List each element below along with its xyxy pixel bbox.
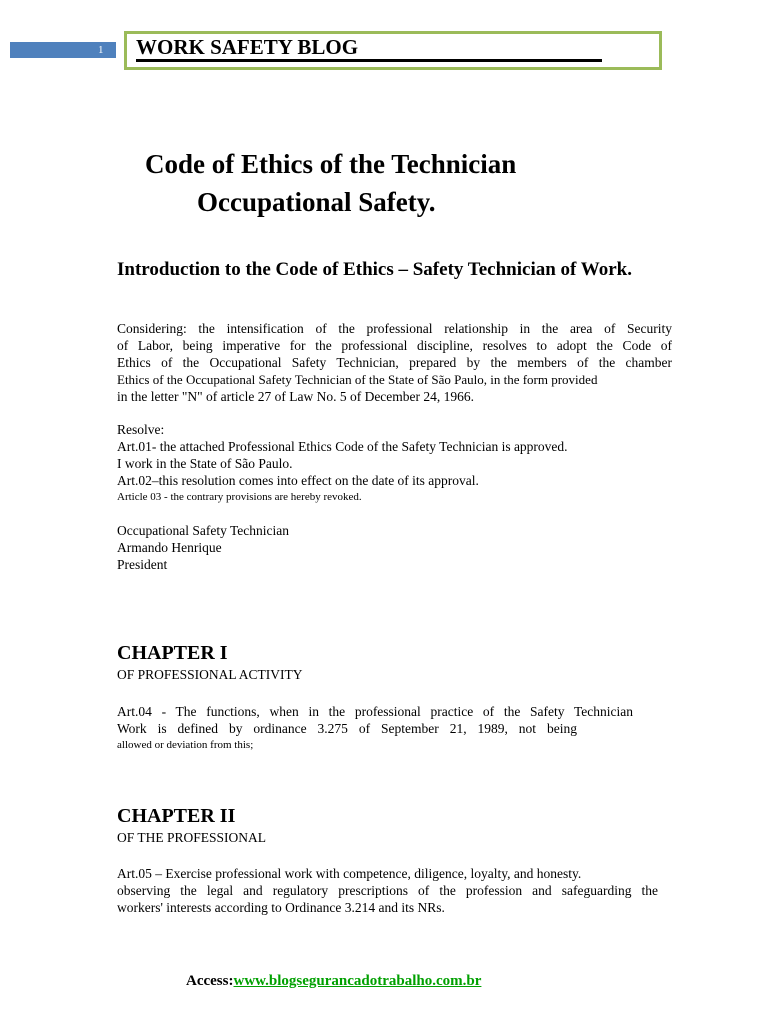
- chapter-1-line: Work is defined by ordinance 3.275 of September 21, 1989, not being: [117, 721, 577, 736]
- signature-line: President: [117, 557, 168, 572]
- chapter-1-subtitle: OF PROFESSIONAL ACTIVITY: [117, 667, 303, 682]
- blog-title-underline: [136, 59, 602, 62]
- intro-paragraph-line: Ethics of the Occupational Safety Technician, prepared by the members of the chamber: [117, 355, 672, 370]
- document-title-line-1: Code of Ethics of the Technician: [145, 149, 517, 179]
- chapter-2-subtitle: OF THE PROFESSIONAL: [117, 830, 267, 845]
- document-title-line-2: Occupational Safety.: [197, 187, 436, 217]
- intro-heading: Introduction to the Code of Ethics – Safety Technician of Work.: [117, 259, 632, 280]
- intro-paragraph-line: of Labor, being imperative for the professional discipline, resolves to adopt the Code of: [117, 338, 672, 353]
- chapter-2-line: observing the legal and regulatory prescriptions of the profession and safeguarding the: [117, 883, 658, 898]
- signature-line: Occupational Safety Technician: [117, 523, 289, 538]
- blog-title: WORK SAFETY BLOG: [136, 35, 359, 59]
- resolve-line: Article 03 - the contrary provisions are hereby revoked.: [117, 491, 362, 503]
- chapter-2-line: Art.05 – Exercise professional work with competence, diligence, loyalty, and honesty.: [117, 866, 582, 881]
- signature-line: Armando Henrique: [117, 540, 222, 555]
- page-number: 1: [98, 44, 104, 56]
- chapter-1-title: CHAPTER I: [117, 642, 228, 664]
- resolve-line: Resolve:: [117, 422, 165, 437]
- footer-link[interactable]: www.blogsegurancadotrabalho.com.br: [233, 973, 482, 989]
- chapter-1-line: allowed or deviation from this;: [117, 739, 254, 751]
- intro-paragraph-line: Ethics of the Occupational Safety Technician of the State of São Paulo, in the form provided: [117, 372, 598, 387]
- resolve-line: Art.01- the attached Professional Ethics Code of the Safety Technician is approved.: [117, 439, 568, 454]
- footer-label: Access:: [186, 973, 234, 989]
- intro-paragraph-line: in the letter "N" of article 27 of Law No. 5 of December 24, 1966.: [117, 389, 475, 404]
- intro-paragraph-line: Considering: the intensification of the professional relationship in the area of Security: [117, 321, 672, 336]
- chapter-1-line: Art.04 - The functions, when in the professional practice of the Safety Technician: [117, 704, 633, 719]
- resolve-line: I work in the State of São Paulo.: [117, 456, 293, 471]
- footer: [186, 971, 481, 991]
- chapter-2-title: CHAPTER II: [117, 805, 236, 827]
- chapter-2-line: workers' interests according to Ordinance 3.214 and its NRs.: [117, 900, 445, 915]
- resolve-line: Art.02–this resolution comes into effect on the date of its approval.: [117, 473, 479, 488]
